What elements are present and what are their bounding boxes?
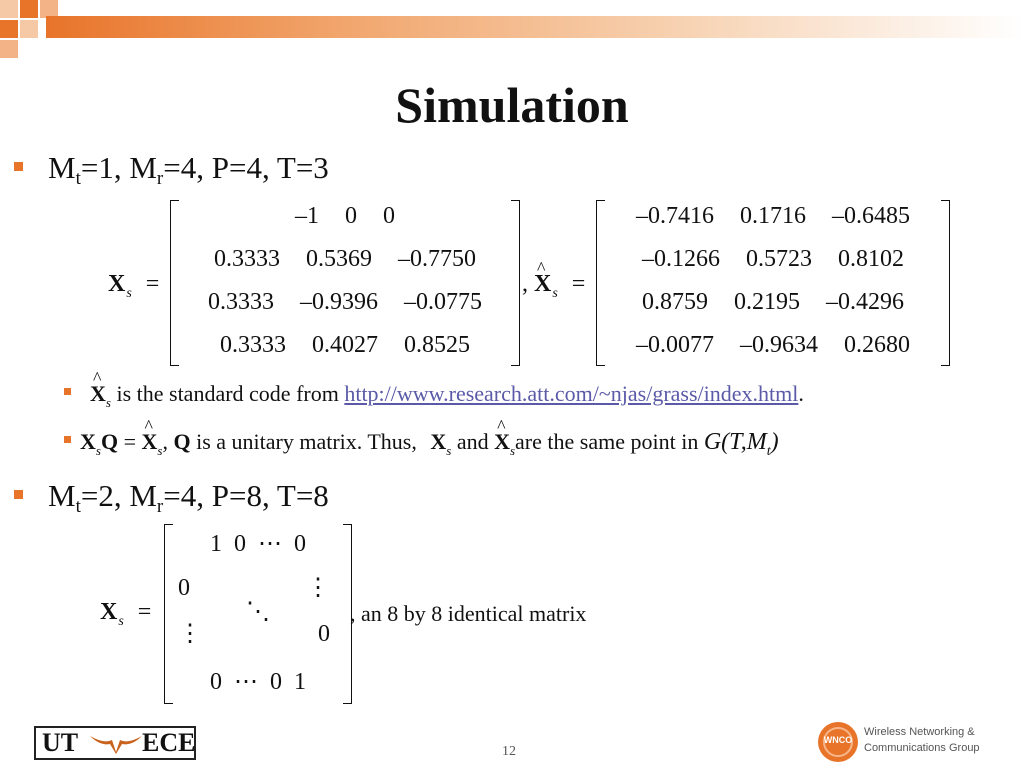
comma: , <box>162 429 168 454</box>
xhat-label <box>522 270 585 302</box>
xs-label <box>108 270 159 302</box>
and-text: and <box>456 429 489 454</box>
rest-text: =4, P=8, T=8 <box>163 478 329 513</box>
identity-caption-text: an 8 by 8 identical matrix <box>361 601 587 626</box>
matrix-row: 1 0 ⋯ 0 <box>210 531 306 557</box>
m-symbol: M <box>48 478 76 513</box>
sub-bullet-marker <box>64 436 71 443</box>
identity-label <box>100 598 151 630</box>
xs-eq: = <box>145 271 160 297</box>
g-manifold <box>703 429 779 459</box>
matrix-row: 0 ⋮ <box>178 575 330 601</box>
banner-square <box>0 40 18 58</box>
ece-text: ECE <box>142 728 196 757</box>
matrix-row: –0.7416 0.1716 –0.6485 <box>636 203 910 229</box>
slide-title: Simulation <box>395 77 629 133</box>
matrix-row: –0.0077 –0.9634 0.2680 <box>636 332 910 358</box>
bullet-1-text <box>48 150 329 189</box>
s-sub: s <box>509 443 516 458</box>
matrix-row: 0.3333 –0.9396 –0.0775 <box>208 289 482 315</box>
ut-ece-logo <box>34 726 196 760</box>
ut-text: UT <box>42 728 79 757</box>
sub2-text1: is a unitary matrix. Thus, <box>196 429 417 454</box>
rest-text: =4, P=4, T=3 <box>163 150 329 185</box>
g-subscript: t <box>766 443 771 459</box>
wnco-line-1: Wireless Networking & <box>864 726 975 738</box>
wnco-line-2: Communications Group <box>864 742 980 754</box>
r-subscript: r <box>156 168 164 189</box>
matrix-row: 0.8759 0.2195 –0.4296 <box>642 289 904 315</box>
xhat-eq: = <box>571 271 586 297</box>
xs-sub: s <box>126 286 132 301</box>
t-subscript: t <box>75 496 81 517</box>
grass-link[interactable]: http://www.research.att.com/~njas/grass/index.html <box>344 381 799 406</box>
banner-square <box>0 20 18 38</box>
sub-bullet-marker <box>64 388 71 395</box>
xhat-matrix <box>596 200 950 366</box>
x-symbol: X <box>80 429 96 454</box>
s-sub: s <box>95 443 101 458</box>
xhat-comma: , <box>522 271 528 297</box>
mid-text: =1, M <box>80 150 157 185</box>
wnco-badge-text: WNCO <box>823 735 853 745</box>
r-subscript: r <box>156 496 164 517</box>
wnco-logo <box>816 720 1016 764</box>
matrix-row: 0.3333 0.5369 –0.7750 <box>214 246 476 272</box>
s-sub: s <box>446 443 452 458</box>
xhat-sub: s <box>552 286 558 301</box>
mid-text: =2, M <box>80 478 157 513</box>
xs-x: X <box>100 599 118 625</box>
xhat-x: ^ X <box>142 428 158 456</box>
longhorn-icon <box>88 730 144 756</box>
ddots: ⋱ <box>246 599 270 625</box>
banner-gradient-bar <box>46 16 1024 38</box>
q-symbol: Q <box>173 429 191 454</box>
xs-matrix <box>170 200 520 366</box>
header-banner <box>0 0 1024 60</box>
q-symbol: Q <box>100 429 119 454</box>
xs-sub: s <box>118 614 124 629</box>
banner-square <box>0 0 18 18</box>
xhat-x: ^ X <box>534 270 551 298</box>
xs-x: X <box>108 271 126 297</box>
identity-matrix <box>164 524 352 704</box>
banner-square <box>20 0 38 18</box>
bullet-marker <box>14 162 23 171</box>
page-number: 12 <box>502 744 516 759</box>
sub1-text: is the standard code from <box>116 381 339 406</box>
identity-comma: , <box>350 601 356 626</box>
matrix-row: –0.1266 0.5723 0.8102 <box>642 246 904 272</box>
banner-square <box>20 20 38 38</box>
g-text: G(T,M <box>703 429 767 455</box>
matrix-row: 0 ⋯ 0 1 <box>210 669 306 695</box>
identity-eq: = <box>137 599 152 625</box>
xhat-x: ^ X <box>90 380 106 408</box>
matrix-row: 0.3333 0.4027 0.8525 <box>220 332 470 358</box>
t-subscript: t <box>75 168 81 189</box>
xhat-x: ^ X <box>494 428 510 456</box>
sub-bullet-2 <box>80 428 779 466</box>
sub2-text2: are the same point in <box>515 429 699 454</box>
sub1-period: . <box>798 381 804 406</box>
bullet-2-text <box>48 478 329 517</box>
m-symbol: M <box>48 150 76 185</box>
matrix-row: ⋮ 0 <box>178 621 330 647</box>
sub-bullet-1 <box>90 380 804 411</box>
eq-sign: = <box>123 429 136 454</box>
identity-caption <box>350 600 586 628</box>
matrix-row: –1 0 0 <box>295 203 395 229</box>
g-close: ) <box>770 429 779 455</box>
bullet-marker <box>14 490 23 499</box>
xhat-sub: s <box>105 395 111 410</box>
s-sub: s <box>157 443 163 458</box>
x-symbol: X <box>430 429 447 454</box>
